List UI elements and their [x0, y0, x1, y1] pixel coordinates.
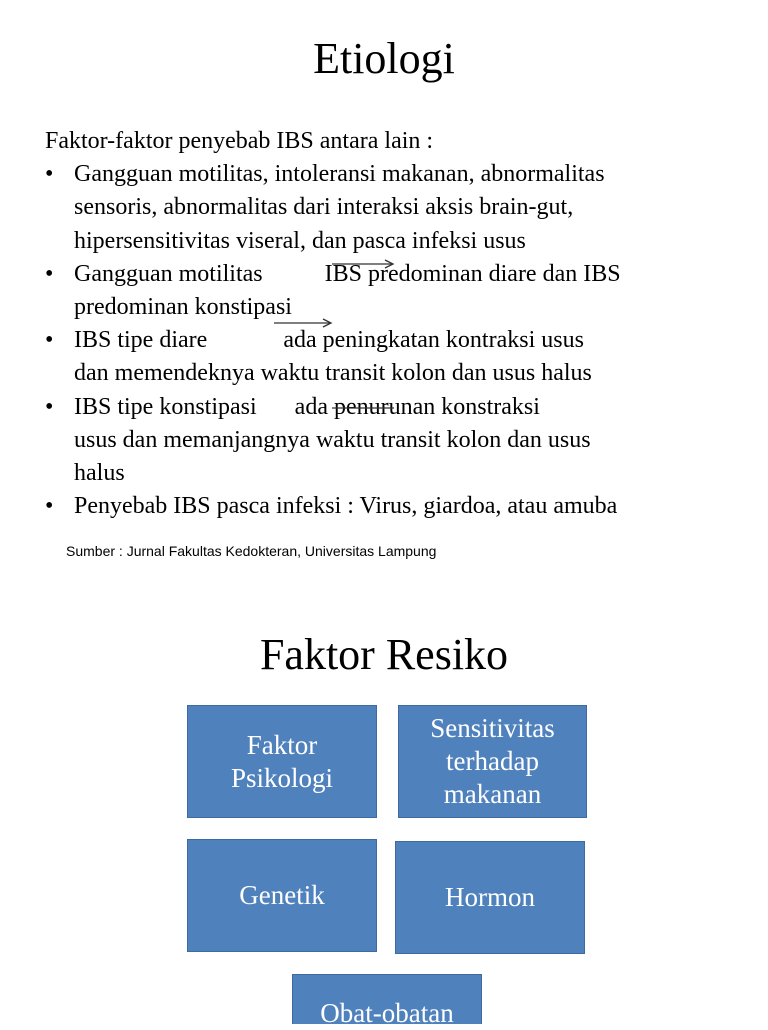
list-item: • Gangguan motilitas, intoleransi makanan, abnormalitas sensoris, abnormalitas dari interaksi aksis brain-gut, hipersensitivitas viseral, dan pasca infeksi usus: [45, 158, 735, 258]
bullet-icon: •: [45, 161, 54, 188]
box-obat-obatan: Obat-obatan: [292, 974, 482, 1024]
bullet-icon: •: [45, 327, 54, 354]
source-citation: Sumber : Jurnal Fakultas Kedokteran, Universitas Lampung: [66, 543, 437, 559]
bullet-icon: •: [45, 393, 54, 420]
bullet-icon: •: [45, 260, 54, 287]
box-genetik: Genetik: [187, 839, 377, 952]
list-item: • Penyebab IBS pasca infeksi : Virus, giardoa, atau amuba: [45, 490, 735, 523]
list-item: • IBS tipe diare ada peningkatan kontraksi usus dan memendeknya waktu transit kolon dan usus halus: [45, 324, 735, 390]
box-hormon: Hormon: [395, 841, 585, 954]
cause-list: [45, 158, 735, 523]
etiologi-body: [45, 125, 735, 523]
arrow-right-icon: [272, 317, 338, 329]
faktor-resiko-title: Faktor Resiko: [259, 630, 509, 679]
arrow-right-icon: [330, 258, 400, 270]
arrow-right-icon: [330, 402, 400, 414]
box-faktor-psikologi: Faktor Psikologi: [187, 705, 377, 818]
etiologi-title: Etiologi: [313, 34, 455, 83]
list-item: • IBS tipe konstipasi ada penurunan konstraksi usus dan memanjangnya waktu transit kolon dan usus halus: [45, 391, 735, 491]
list-item: • Gangguan motilitas IBS predominan diare dan IBS predominan konstipasi: [45, 258, 735, 324]
intro-text: Faktor-faktor penyebab IBS antara lain :: [45, 128, 434, 154]
box-sensitivitas-makanan: Sensitivitas terhadap makanan: [398, 705, 587, 818]
bullet-icon: •: [45, 493, 54, 520]
